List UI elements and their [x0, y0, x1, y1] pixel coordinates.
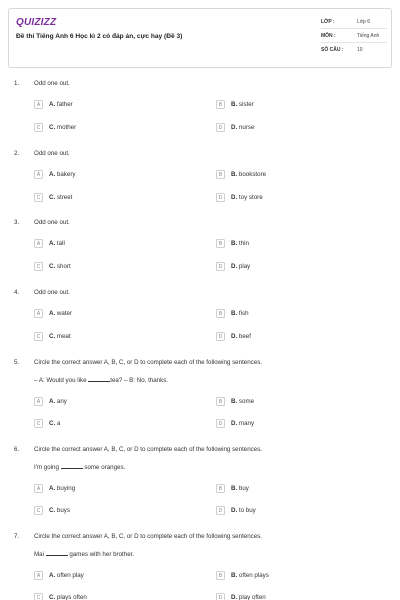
question-text: Odd one out. [34, 150, 70, 157]
option-letter-box: C [34, 193, 43, 202]
option-text: mother [56, 124, 77, 131]
option-prefix: C. [49, 124, 56, 131]
option-b[interactable] [216, 483, 249, 494]
option-prefix: C. [49, 194, 56, 201]
option-letter-box: A [34, 239, 43, 248]
option-prefix: D. [231, 124, 238, 131]
option-letter-box: B [216, 170, 225, 179]
option-text: sister [238, 101, 254, 108]
option-text: many [238, 420, 255, 427]
answer-blank [61, 463, 83, 469]
option-d[interactable] [216, 122, 254, 133]
option-text: water [56, 310, 73, 317]
meta-value: Lớp 6 [357, 18, 371, 25]
option-c[interactable] [34, 192, 72, 203]
question-text: Circle the correct answer A, B, C, or D to complete each of the following sentences. [34, 533, 263, 540]
option-prefix: A. [49, 240, 56, 247]
answer-blank [88, 376, 110, 382]
option-c[interactable] [34, 505, 70, 516]
option-letter-box: A [34, 100, 43, 109]
question-number: 4. [14, 289, 20, 296]
question-sentence: I'm going some oranges. [34, 464, 126, 471]
option-letter-box: D [216, 262, 225, 271]
option-text: bookstore [238, 171, 267, 178]
option-d[interactable] [216, 418, 254, 429]
option-letter-box: D [216, 332, 225, 341]
option-prefix: D. [231, 594, 238, 600]
option-letter-box: C [34, 419, 43, 428]
option-prefix: A. [49, 572, 56, 579]
option-a[interactable] [34, 396, 67, 407]
option-letter-box: C [34, 593, 43, 600]
option-prefix: D. [231, 333, 238, 340]
option-text: often plays [238, 572, 269, 579]
option-d[interactable] [216, 592, 266, 600]
option-c[interactable] [34, 122, 76, 133]
question-sentence: Mai games with her brother. [34, 551, 135, 558]
meta-row-subject [321, 29, 387, 43]
option-letter-box: B [216, 309, 225, 318]
option-prefix: B. [231, 572, 238, 579]
option-text: a [56, 420, 61, 427]
option-text: often play [56, 572, 84, 579]
option-text: meat [56, 333, 71, 340]
option-prefix: A. [49, 310, 56, 317]
option-text: buys [56, 507, 70, 514]
worksheet-meta [321, 15, 387, 57]
option-text: street [56, 194, 73, 201]
question-text: Circle the correct answer A, B, C, or D to complete each of the following sentences. [34, 446, 263, 453]
option-prefix: A. [49, 398, 56, 405]
option-d[interactable] [216, 331, 251, 342]
question-text: Circle the correct answer A, B, C, or D to complete each of the following sentences. [34, 359, 263, 366]
option-prefix: D. [231, 420, 238, 427]
option-text: play [238, 263, 251, 270]
option-letter-box: C [34, 506, 43, 515]
option-d[interactable] [216, 505, 256, 516]
question-number: 6. [14, 446, 20, 453]
meta-label: LỚP : [321, 18, 335, 25]
meta-label: MÔN : [321, 32, 336, 39]
option-b[interactable] [216, 396, 254, 407]
option-text: some [238, 398, 255, 405]
option-letter-box: B [216, 484, 225, 493]
meta-row-count [321, 43, 387, 57]
option-letter-box: B [216, 239, 225, 248]
question-number: 7. [14, 533, 20, 540]
option-prefix: C. [49, 507, 56, 514]
option-text: thin [238, 240, 249, 247]
option-text: father [56, 101, 73, 108]
question-number: 3. [14, 219, 20, 226]
option-b[interactable] [216, 308, 249, 319]
option-text: bakery [56, 171, 76, 178]
option-letter-box: C [34, 262, 43, 271]
option-text: short [56, 263, 71, 270]
option-a[interactable] [34, 308, 72, 319]
meta-row-grade [321, 15, 387, 29]
question-number: 1. [14, 80, 20, 87]
option-b[interactable] [216, 570, 269, 581]
option-a[interactable] [34, 169, 76, 180]
option-text: tall [56, 240, 65, 247]
option-prefix: C. [49, 263, 56, 270]
option-prefix: B. [231, 485, 238, 492]
meta-value: Tiếng Anh [357, 32, 380, 39]
option-letter-box: D [216, 506, 225, 515]
option-letter-box: A [34, 397, 43, 406]
option-letter-box: B [216, 397, 225, 406]
option-prefix: B. [231, 310, 238, 317]
question-text: Odd one out. [34, 289, 70, 296]
option-c[interactable] [34, 261, 71, 272]
option-a[interactable] [34, 99, 73, 110]
option-text: play often [238, 594, 266, 600]
option-text: nurse [238, 124, 255, 131]
option-prefix: C. [49, 333, 56, 340]
option-b[interactable] [216, 99, 254, 110]
option-letter-box: B [216, 571, 225, 580]
option-letter-box: D [216, 123, 225, 132]
option-text: to buy [238, 507, 256, 514]
option-prefix: C. [49, 420, 56, 427]
worksheet-title: Đề thi Tiếng Anh 6 Học kì 2 có đáp án, cực hay (Đề 3) [16, 33, 183, 40]
option-text: buying [56, 485, 76, 492]
option-prefix: B. [231, 171, 238, 178]
option-b[interactable] [216, 169, 266, 180]
option-prefix: B. [231, 398, 238, 405]
option-a[interactable] [34, 570, 84, 581]
option-prefix: C. [49, 594, 56, 600]
option-c[interactable] [34, 418, 60, 429]
question-text: Odd one out. [34, 219, 70, 226]
option-prefix: A. [49, 171, 56, 178]
answer-blank [46, 550, 68, 556]
option-letter-box: A [34, 309, 43, 318]
meta-value: 10 [357, 47, 363, 53]
option-letter-box: C [34, 332, 43, 341]
option-prefix: A. [49, 485, 56, 492]
option-prefix: B. [231, 101, 238, 108]
option-text: toy store [238, 194, 263, 201]
option-text: any [56, 398, 67, 405]
option-text: fish [238, 310, 249, 317]
option-letter-box: C [34, 123, 43, 132]
option-b[interactable] [216, 238, 249, 249]
option-prefix: D. [231, 194, 238, 201]
worksheet-header [8, 8, 392, 68]
option-prefix: B. [231, 240, 238, 247]
option-letter-box: A [34, 484, 43, 493]
meta-label: SỐ CÂU : [321, 47, 344, 53]
option-letter-box: A [34, 571, 43, 580]
option-d[interactable] [216, 192, 263, 203]
question-sentence: – A: Would you like tea? – B: No, thanks. [34, 377, 169, 384]
question-text: Odd one out. [34, 80, 70, 87]
option-letter-box: B [216, 100, 225, 109]
option-text: plays often [56, 594, 87, 600]
option-letter-box: D [216, 419, 225, 428]
quizizz-logo: QUIZIZZ [16, 17, 57, 28]
question-number: 2. [14, 150, 20, 157]
option-letter-box: A [34, 170, 43, 179]
option-prefix: A. [49, 101, 56, 108]
option-prefix: D. [231, 507, 238, 514]
option-prefix: D. [231, 263, 238, 270]
option-a[interactable] [34, 483, 75, 494]
option-d[interactable] [216, 261, 250, 272]
question-number: 5. [14, 359, 20, 366]
option-c[interactable] [34, 331, 71, 342]
option-a[interactable] [34, 238, 65, 249]
option-c[interactable] [34, 592, 87, 600]
option-letter-box: D [216, 193, 225, 202]
option-letter-box: D [216, 593, 225, 600]
option-text: buy [238, 485, 249, 492]
option-text: beef [238, 333, 251, 340]
